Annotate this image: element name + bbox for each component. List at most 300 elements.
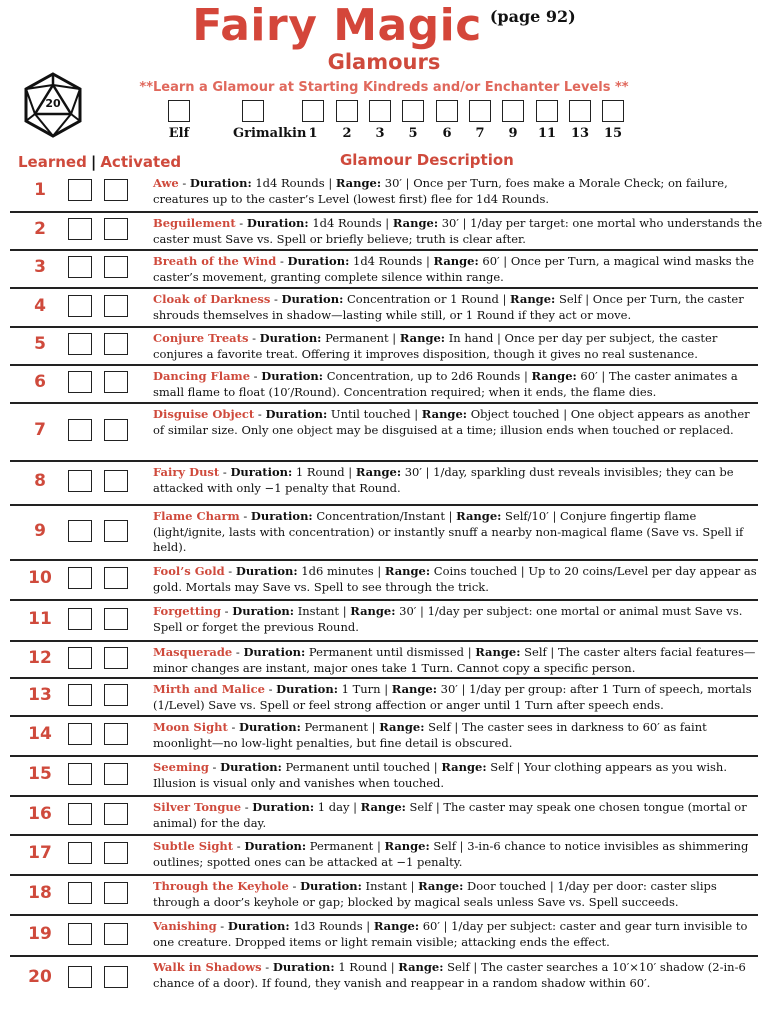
level-label: 13 [570, 126, 590, 141]
glamour-name: Cloak of Darkness [153, 292, 271, 306]
dash: - [233, 839, 245, 853]
glamour-name: Walk in Shadows [153, 960, 262, 974]
bar: | [368, 720, 380, 734]
dash: - [208, 760, 221, 774]
level-checkboxes [155, 100, 635, 145]
activated-checkbox[interactable] [104, 966, 128, 988]
level-checkbox[interactable] [569, 100, 591, 122]
range-value: Self [443, 960, 470, 974]
range-value: Self [555, 292, 582, 306]
effect-text: 1/day per target: one mortal who understands the caster must Save vs. Spell or briefly believe; truth is clear after. [153, 216, 763, 246]
effect-text: The caster sees in darkness to 60′ as faint moonlight—no low-light penalties, but fine detail is obscured. [153, 720, 707, 750]
dash: - [216, 919, 228, 933]
range-label: Range: [384, 839, 430, 853]
bar: | [339, 604, 351, 618]
range-label: Range: [355, 465, 402, 479]
page-title: Fairy Magic [192, 0, 482, 51]
glamour-description [153, 960, 764, 991]
level-option [593, 100, 633, 141]
duration-value: Concentration/Instant [312, 509, 445, 523]
glamour-name: Dancing Flame [153, 369, 251, 383]
bar: | [381, 216, 393, 230]
level-checkbox[interactable] [302, 100, 324, 122]
learned-checkbox[interactable] [68, 608, 92, 630]
glamour-description [153, 407, 764, 438]
dash: - [276, 254, 288, 268]
duration-value: 1 Round [292, 465, 345, 479]
activated-checkbox[interactable] [104, 371, 128, 393]
level-checkbox[interactable] [602, 100, 624, 122]
range-label: Range: [392, 216, 439, 230]
level-label: 6 [442, 126, 452, 141]
learned-checkbox[interactable] [68, 842, 92, 864]
range-value: Self [486, 760, 513, 774]
glamour-description [153, 509, 764, 556]
duration-value: 1d4 Rounds [251, 176, 325, 190]
bar: | [456, 839, 468, 853]
glamour-row [0, 956, 768, 1000]
range-label: Range: [441, 760, 487, 774]
glamour-name: Forgetting [153, 604, 222, 618]
effect-text: Conjure fingertip flame (light/ignite, lasts with concentration) or instantly snuff a nearby non-magical flame (Save vs. Spell if held). [153, 509, 744, 554]
dash: - [221, 604, 233, 618]
level-label: 3 [375, 126, 385, 141]
learned-checkbox[interactable] [68, 470, 92, 492]
range-value: 60′ [576, 369, 598, 383]
glamour-row [0, 875, 768, 913]
effect-text: The caster alters facial features—minor changes are instant, major ones take 1 Turn. Cannot copy a specific person. [153, 645, 756, 675]
glamour-name: Subtle Sight [153, 839, 234, 853]
glamour-number: 14 [28, 724, 52, 744]
level-label: 7 [475, 126, 485, 141]
level-checkbox[interactable] [242, 100, 264, 122]
duration-label: Duration: [235, 564, 298, 578]
duration-value: 1d4 Rounds [349, 254, 423, 268]
bar: | [388, 331, 400, 345]
duration-label: Duration: [259, 331, 322, 345]
glamour-name: Flame Charm [153, 509, 240, 523]
activated-checkbox[interactable] [104, 842, 128, 864]
level-label: 5 [408, 126, 418, 141]
effect-text: Your clothing appears as you wish. Illusion is visual only and vanishes when touched. [153, 760, 727, 790]
range-value: 60′ [478, 254, 500, 268]
activated-checkbox[interactable] [104, 520, 128, 542]
glamour-description [153, 216, 764, 247]
glamour-number: 4 [34, 295, 46, 316]
range-label: Range: [421, 407, 468, 421]
activated-checkbox[interactable] [104, 256, 128, 278]
glamour-description [153, 682, 764, 713]
bar: | [548, 509, 560, 523]
glamour-name: Moon Sight [153, 720, 228, 734]
glamour-description [153, 760, 764, 791]
duration-value: 1d4 Rounds [308, 216, 382, 230]
bar: | [512, 760, 525, 774]
duration-label: Duration: [287, 254, 350, 268]
glamour-row [0, 560, 768, 598]
bar: | [498, 292, 511, 306]
effect-text: The caster may speak one chosen tongue (mortal or animal) for the day. [153, 800, 747, 830]
level-label: 11 [537, 126, 557, 141]
bar: | [517, 564, 529, 578]
bar: | [387, 960, 399, 974]
dash: - [232, 645, 244, 659]
range-label: Range: [360, 800, 406, 814]
glamour-name: Seeming [153, 760, 209, 774]
learned-checkbox[interactable] [68, 179, 92, 201]
range-label: Range: [384, 564, 431, 578]
duration-value: 1 day [314, 800, 350, 814]
level-checkbox[interactable] [402, 100, 424, 122]
learned-checkbox[interactable] [68, 333, 92, 355]
duration-label: Duration: [276, 682, 338, 696]
range-label: Range: [350, 604, 396, 618]
bar: | [324, 176, 336, 190]
bar: | [559, 407, 571, 421]
dash: - [248, 331, 260, 345]
glamour-description [153, 254, 764, 285]
range-value: 60′ [419, 919, 440, 933]
glamour-row [0, 505, 768, 558]
range-label: Range: [475, 645, 521, 659]
duration-value: Until touched [327, 407, 411, 421]
duration-value: Permanent [300, 720, 369, 734]
page-title-line [0, 0, 768, 51]
duration-label: Duration: [244, 839, 307, 853]
range-label: Range: [433, 254, 479, 268]
level-label: 9 [508, 126, 518, 141]
glamour-name: Vanishing [153, 919, 217, 933]
duration-value: Concentration, up to 2d6 Rounds [323, 369, 521, 383]
level-checkbox[interactable] [369, 100, 391, 122]
effect-text: Once per day per subject, the caster conjures a favorite treat. Offering it improves disposition, though it gives no real sustenance. [153, 331, 718, 361]
activated-checkbox[interactable] [104, 470, 128, 492]
level-option [233, 100, 307, 141]
glamour-description [153, 176, 764, 207]
glamour-number: 5 [34, 334, 46, 354]
bar: | [406, 879, 419, 893]
dash: - [288, 879, 301, 893]
duration-label: Duration: [265, 407, 328, 421]
range-value: Door touched [463, 879, 547, 893]
dash: - [250, 369, 262, 383]
glamour-name: Mirth and Malice [153, 682, 265, 696]
activated-checkbox[interactable] [104, 803, 128, 825]
learned-checkbox[interactable] [68, 763, 92, 785]
bar: | [421, 465, 434, 479]
learned-checkbox[interactable] [68, 966, 92, 988]
learned-checkbox[interactable] [68, 923, 92, 945]
glamour-description [153, 564, 764, 595]
range-value: Self [405, 800, 433, 814]
duration-value: 1d3 Rounds [289, 919, 363, 933]
d20-number: 20 [45, 97, 61, 110]
activated-header: Activated [100, 153, 182, 171]
glamour-row [0, 172, 768, 210]
learned-checkbox[interactable] [68, 371, 92, 393]
duration-value: Permanent [306, 839, 374, 853]
learned-checkbox[interactable] [68, 295, 92, 317]
range-value: 30′ [381, 176, 403, 190]
glamour-description [153, 800, 764, 831]
bar: | [493, 331, 505, 345]
range-value: Coins touched [430, 564, 518, 578]
effect-text: 3-in-6 chance to notice invisibles as shimmering outlines; spotted ones can be attacked at −1 penalty. [153, 839, 749, 869]
learned-checkbox[interactable] [68, 684, 92, 706]
glamour-row [0, 678, 768, 714]
dash: - [178, 176, 190, 190]
level-label: 1 [308, 126, 318, 141]
duration-label: Duration: [281, 292, 344, 306]
bar: | [380, 682, 392, 696]
bar: | [581, 292, 593, 306]
duration-label: Duration: [189, 176, 252, 190]
bar: | [450, 720, 462, 734]
activated-checkbox[interactable] [104, 218, 128, 240]
glamour-name: Breath of the Wind [153, 254, 277, 268]
glamour-number: 6 [34, 372, 46, 392]
glamour-row [0, 796, 768, 833]
activated-checkbox[interactable] [104, 608, 128, 630]
effect-text: Once per Turn, foes make a Morale Check; on failure, creatures up to the caster’s Level (lowest first) flee for 1d4 Rounds. [153, 176, 728, 206]
duration-label: Duration: [246, 216, 309, 230]
activated-checkbox[interactable] [104, 923, 128, 945]
glamour-row [0, 600, 768, 639]
range-label: Range: [418, 879, 464, 893]
header-separator: | [90, 153, 97, 171]
duration-label: Duration: [232, 604, 295, 618]
range-value: 30′ [438, 216, 459, 230]
column-headers [18, 153, 181, 171]
effect-text: Once per Turn, a magical wind masks the caster’s movement, granting complete silence within range. [153, 254, 755, 284]
effect-text: 1/day per door: caster slips through a door’s keyhole or gap; blocked by magical seals unless Save vs. Spell succeeds. [153, 879, 717, 909]
activated-checkbox[interactable] [104, 723, 128, 745]
glamour-name: Fool’s Gold [153, 564, 225, 578]
glamour-row [0, 250, 768, 286]
effect-text: 1/day per subject: one mortal or animal must Save vs. Spell or forget the previous Round. [153, 604, 743, 634]
activated-checkbox[interactable] [104, 333, 128, 355]
learned-checkbox[interactable] [68, 882, 92, 904]
effect-text: 1/day per subject: caster and gear turn invisible to one creature. Dropped items or light remain visible; attacking ends the effect. [153, 919, 748, 949]
duration-label: Duration: [243, 645, 306, 659]
bar: | [344, 465, 356, 479]
glamour-name: Awe [153, 176, 179, 190]
activated-checkbox[interactable] [104, 567, 128, 589]
range-label: Range: [335, 176, 382, 190]
glamour-description [153, 292, 764, 323]
learned-checkbox[interactable] [68, 256, 92, 278]
glamour-number: 18 [28, 883, 52, 903]
activated-checkbox[interactable] [104, 419, 128, 441]
bar: | [410, 407, 422, 421]
learned-checkbox[interactable] [68, 218, 92, 240]
glamour-name: Masquerade [153, 645, 233, 659]
dash: - [219, 465, 231, 479]
glamour-number: 7 [34, 420, 46, 440]
glamour-number: 1 [34, 180, 46, 200]
activated-checkbox[interactable] [104, 882, 128, 904]
range-label: Range: [510, 292, 556, 306]
dash: - [254, 407, 266, 421]
duration-label: Duration: [227, 919, 290, 933]
activated-checkbox[interactable] [104, 763, 128, 785]
range-value: 30′ [401, 465, 422, 479]
learned-checkbox[interactable] [68, 567, 92, 589]
glamour-name: Fairy Dust [153, 465, 220, 479]
duration-value: Concentration or 1 Round [343, 292, 499, 306]
level-checkbox[interactable] [168, 100, 190, 122]
duration-label: Duration: [220, 760, 282, 774]
dash: - [270, 292, 282, 306]
glamour-number: 11 [28, 608, 52, 629]
dash: - [264, 682, 277, 696]
glamour-name: Conjure Treats [153, 331, 249, 345]
activated-checkbox[interactable] [104, 684, 128, 706]
duration-label: Duration: [239, 720, 301, 734]
glamour-row [0, 756, 768, 794]
learned-checkbox[interactable] [68, 723, 92, 745]
glamour-row [0, 403, 768, 459]
range-label: Range: [456, 509, 502, 523]
glamour-description [153, 720, 764, 751]
effect-text: The caster searches a 10′×10′ shadow (2-in-6 chance of a door). If found, they vanish and reappear in a random shadow within 60′. [153, 960, 746, 990]
dash: - [241, 800, 253, 814]
glamour-row [0, 461, 768, 503]
glamour-name: Through the Keyhole [153, 879, 289, 893]
level-checkbox[interactable] [336, 100, 358, 122]
glamour-description [153, 369, 764, 400]
glamour-row [0, 327, 768, 363]
duration-label: Duration: [261, 369, 324, 383]
range-label: Range: [531, 369, 577, 383]
bar: | [373, 839, 385, 853]
bar: | [499, 254, 511, 268]
description-header: Glamour Description [340, 151, 514, 169]
range-value: Self [520, 645, 547, 659]
range-label: Range: [373, 919, 420, 933]
bar: | [422, 254, 434, 268]
effect-text: 1/day per group: after 1 Turn of speech, mortals (1/Level) Save vs. Spell or feel strong affection or anger until 1 Turn after speech ends. [153, 682, 752, 712]
level-label: Elf [168, 126, 190, 141]
glamour-number: 17 [28, 843, 52, 863]
range-label: Range: [391, 682, 437, 696]
range-value: Self/10′ [501, 509, 549, 523]
bar: | [362, 919, 374, 933]
bar: | [432, 800, 444, 814]
level-checkbox[interactable] [536, 100, 558, 122]
section-title: Glamours [327, 50, 441, 74]
bar: | [439, 919, 452, 933]
bar: | [469, 960, 481, 974]
duration-value: Instant [361, 879, 407, 893]
effect-text: 1/day, sparkling dust reveals invisibles; they can be attacked with only −1 penalty that Round. [153, 465, 734, 495]
bar: | [457, 682, 470, 696]
bar: | [444, 509, 457, 523]
bar: | [546, 879, 558, 893]
glamour-number: 16 [28, 803, 52, 824]
range-value: 30′ [395, 604, 417, 618]
bar: | [464, 645, 476, 659]
duration-label: Duration: [252, 800, 315, 814]
range-value: Self [429, 839, 457, 853]
dash: - [239, 509, 251, 523]
d20-die-icon [22, 72, 84, 138]
activated-checkbox[interactable] [104, 295, 128, 317]
glamour-number: 9 [34, 520, 46, 541]
range-value: 30′ [437, 682, 458, 696]
bar: | [373, 564, 385, 578]
duration-label: Duration: [272, 960, 335, 974]
learned-checkbox[interactable] [68, 647, 92, 669]
bar: | [458, 216, 471, 230]
level-checkbox[interactable] [469, 100, 491, 122]
level-label: 15 [603, 126, 623, 141]
glamour-description [153, 331, 764, 362]
glamour-row [0, 835, 768, 873]
glamour-name: Silver Tongue [153, 800, 242, 814]
activated-checkbox[interactable] [104, 179, 128, 201]
bar: | [597, 369, 609, 383]
glamour-row [0, 641, 768, 676]
duration-label: Duration: [300, 879, 362, 893]
level-label: 2 [342, 126, 352, 141]
bar: | [546, 645, 558, 659]
glamour-row [0, 716, 768, 754]
learned-header: Learned [18, 153, 87, 171]
glamour-description [153, 839, 764, 870]
glamour-number: 10 [28, 568, 52, 588]
glamour-description [153, 465, 764, 496]
level-label: Grimalkin [233, 126, 307, 141]
level-checkbox[interactable] [436, 100, 458, 122]
glamour-name: Beguilement [153, 216, 236, 230]
glamour-description [153, 645, 764, 676]
glamour-row [0, 212, 768, 248]
glamour-number: 12 [28, 647, 52, 668]
effect-text: One object appears as another of similar size. Only one object may be disguised at a time; illusion ends when touched or replaced. [153, 407, 750, 437]
activated-checkbox[interactable] [104, 647, 128, 669]
glamour-name: Disguise Object [153, 407, 255, 421]
glamour-row [0, 365, 768, 401]
glamour-number: 8 [34, 471, 46, 491]
bar: | [349, 800, 361, 814]
bar: | [402, 176, 414, 190]
dash: - [224, 564, 236, 578]
effect-text: The caster animates a small flame to float (10′/Round). Concentration required; when it ends, the flame dies. [153, 369, 738, 399]
range-value: Object touched [467, 407, 560, 421]
glamour-number: 3 [34, 257, 46, 277]
duration-label: Duration: [250, 509, 313, 523]
learned-checkbox[interactable] [68, 520, 92, 542]
glamour-number: 13 [28, 685, 52, 705]
learned-checkbox[interactable] [68, 803, 92, 825]
duration-value: Permanent until touched [281, 760, 431, 774]
level-checkbox[interactable] [502, 100, 524, 122]
range-label: Range: [379, 720, 425, 734]
glamour-description [153, 919, 764, 950]
effect-text: Once per Turn, the caster shrouds themselves in shadow—lasting while still, or 1 Round if they act or move. [153, 292, 744, 322]
learned-checkbox[interactable] [68, 419, 92, 441]
dash: - [235, 216, 247, 230]
duration-value: Instant [294, 604, 340, 618]
effect-text: Up to 20 coins/Level per day appear as gold. Mortals may Save vs. Spell to see through the trick. [153, 564, 757, 594]
range-value: In hand [445, 331, 494, 345]
duration-value: 1 Round [334, 960, 388, 974]
duration-label: Duration: [230, 465, 293, 479]
range-label: Range: [398, 960, 444, 974]
glamour-number: 19 [28, 923, 52, 944]
duration-value: Permanent [321, 331, 389, 345]
